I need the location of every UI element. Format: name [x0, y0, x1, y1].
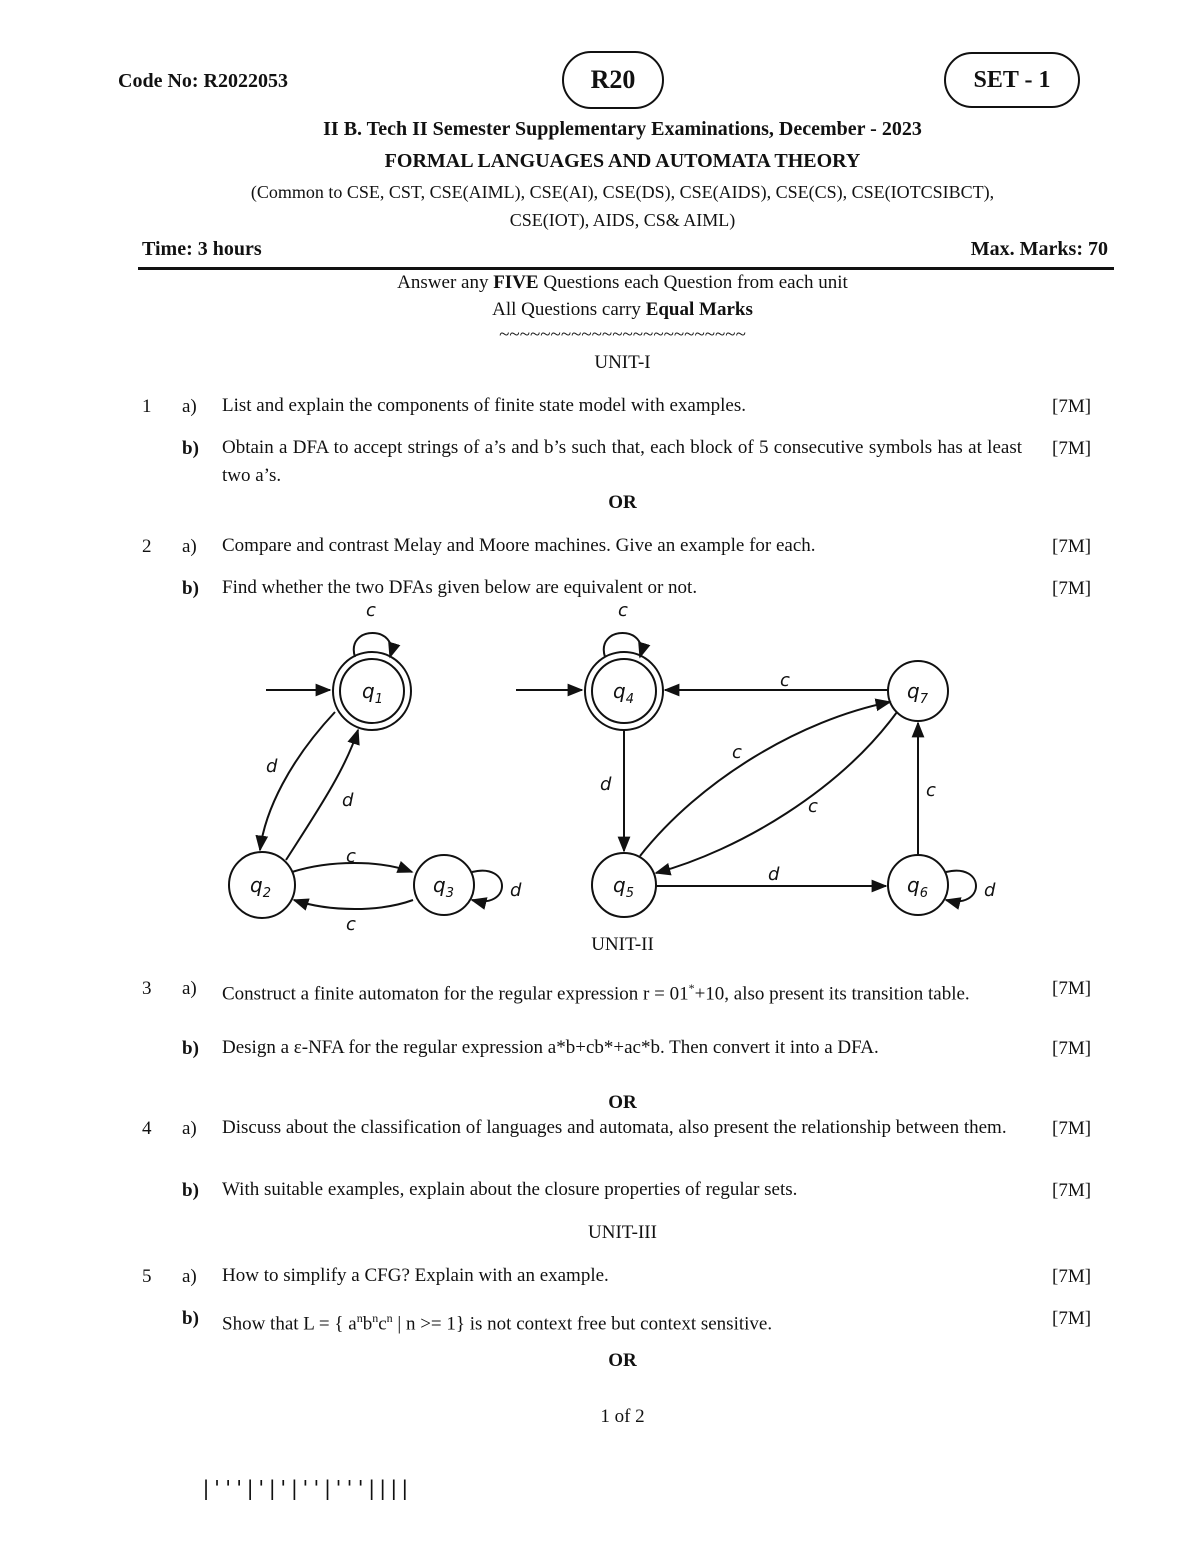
code-number: Code No: R2022053: [118, 70, 288, 92]
set-badge: SET - 1: [944, 52, 1080, 108]
instruction-line1: Answer any FIVE Questions each Question from each unit: [397, 272, 848, 293]
state-label: $q_6$: [907, 873, 928, 901]
edge-label: d: [266, 756, 278, 777]
common-to-line1: (Common to CSE, CST, CSE(AIML), CSE(AI), CSE(DS), CSE(AIDS), CSE(CS), CSE(IOTCSIBCT),: [250, 182, 995, 202]
marks-label: [7M]: [1052, 578, 1092, 599]
edge-label: c: [346, 846, 356, 867]
edge-q3-q2: [294, 900, 413, 909]
exam-time: Time: 3 hours: [142, 238, 262, 260]
or-divider: OR: [608, 492, 637, 513]
edge-q1-q2: [260, 712, 335, 850]
or-divider: OR: [608, 1092, 637, 1113]
question-number: 1: [142, 396, 152, 417]
edge-label: d: [984, 880, 996, 901]
page-number: 1 of 2: [600, 1406, 645, 1427]
edge-label: d: [510, 880, 522, 901]
question-1b: Obtain a DFA to accept strings of a’s and b’s such that, each block of 5 consecutive symbols has at least two a’s.: [222, 437, 1022, 486]
subpart-label: b): [182, 578, 199, 599]
or-divider: OR: [608, 1350, 637, 1371]
subpart-label: a): [182, 396, 197, 417]
edge-q5-q7: [640, 702, 890, 856]
self-loop-q3: [472, 871, 502, 902]
state-label: $q_2$: [250, 873, 271, 901]
edge-label: c: [808, 796, 818, 817]
state-label: $q_1$: [362, 679, 383, 707]
subpart-label: b): [182, 1308, 199, 1329]
edge-q7-q5: [656, 712, 897, 873]
tilde-divider: ~~~~~~~~~~~~~~~~~~~~~~~~: [499, 324, 746, 345]
edge-label: c: [346, 914, 356, 935]
subject-title: FORMAL LANGUAGES AND AUTOMATA THEORY: [384, 150, 861, 172]
self-loop-q6: [946, 871, 976, 902]
max-marks: Max. Marks: 70: [970, 238, 1108, 260]
barcode: |'''|'|'|''|'''||||: [200, 1476, 410, 1500]
edge-label: d: [342, 790, 354, 811]
exam-title: II B. Tech II Semester Supplementary Examinations, December - 2023: [323, 118, 922, 140]
subpart-label: a): [182, 1266, 197, 1287]
subpart-label: b): [182, 1038, 199, 1059]
edge-label: c: [926, 780, 936, 801]
state-label: $q_7$: [907, 679, 928, 707]
marks-label: [7M]: [1052, 438, 1092, 459]
question-3b: Design a ε-NFA for the regular expression a*b+cb*+ac*b. Then convert it into a DFA.: [222, 1037, 879, 1058]
state-label: $q_3$: [433, 873, 454, 901]
marks-label: [7M]: [1052, 978, 1092, 999]
edge-label: d: [768, 864, 780, 885]
question-number: 3: [142, 978, 152, 999]
question-number: 4: [142, 1118, 152, 1139]
subpart-label: a): [182, 536, 197, 557]
regulation-badge: R20: [562, 51, 664, 109]
common-to-line2: CSE(IOT), AIDS, CS& AIML): [509, 210, 736, 230]
marks-label: [7M]: [1052, 1266, 1092, 1287]
marks-label: [7M]: [1052, 1180, 1092, 1201]
marks-label: [7M]: [1052, 396, 1092, 417]
state-label: $q_5$: [613, 873, 634, 901]
instruction-line2: All Questions carry Equal Marks: [492, 299, 753, 320]
question-5a: How to simplify a CFG? Explain with an example.: [222, 1265, 609, 1286]
question-number: 5: [142, 1266, 152, 1287]
unit-1-heading: UNIT-I: [594, 352, 651, 373]
unit-3-heading: UNIT-III: [588, 1222, 657, 1243]
subpart-label: b): [182, 1180, 199, 1201]
edge-label: c: [366, 600, 376, 621]
edge-label: c: [780, 670, 790, 691]
edge-label: c: [618, 600, 628, 621]
question-2b: Find whether the two DFAs given below are equivalent or not.: [222, 577, 698, 598]
edge-label: d: [600, 774, 612, 795]
question-3a: Construct a finite automaton for the regular expression r = 01*+10, also present its transition table.: [222, 981, 970, 1005]
edge-label: c: [732, 742, 742, 763]
unit-2-heading: UNIT-II: [591, 934, 654, 955]
marks-label: [7M]: [1052, 1038, 1092, 1059]
marks-label: [7M]: [1052, 536, 1092, 557]
question-5b: Show that L = { $a^nb^nc^n$ | n >= 1} is not context free but context sensitive.: [222, 1311, 773, 1335]
state-label: $q_4$: [613, 679, 634, 707]
question-2a: Compare and contrast Melay and Moore machines. Give an example for each.: [222, 535, 816, 556]
question-4b: With suitable examples, explain about the closure properties of regular sets.: [222, 1179, 798, 1200]
subpart-label: a): [182, 978, 197, 999]
subpart-label: b): [182, 438, 199, 459]
question-4a: Discuss about the classification of languages and automata, also present the relationship between them.: [222, 1117, 1007, 1138]
question-number: 2: [142, 536, 152, 557]
subpart-label: a): [182, 1118, 197, 1139]
marks-label: [7M]: [1052, 1308, 1092, 1329]
marks-label: [7M]: [1052, 1118, 1092, 1139]
question-1a: List and explain the components of finite state model with examples.: [222, 395, 746, 416]
